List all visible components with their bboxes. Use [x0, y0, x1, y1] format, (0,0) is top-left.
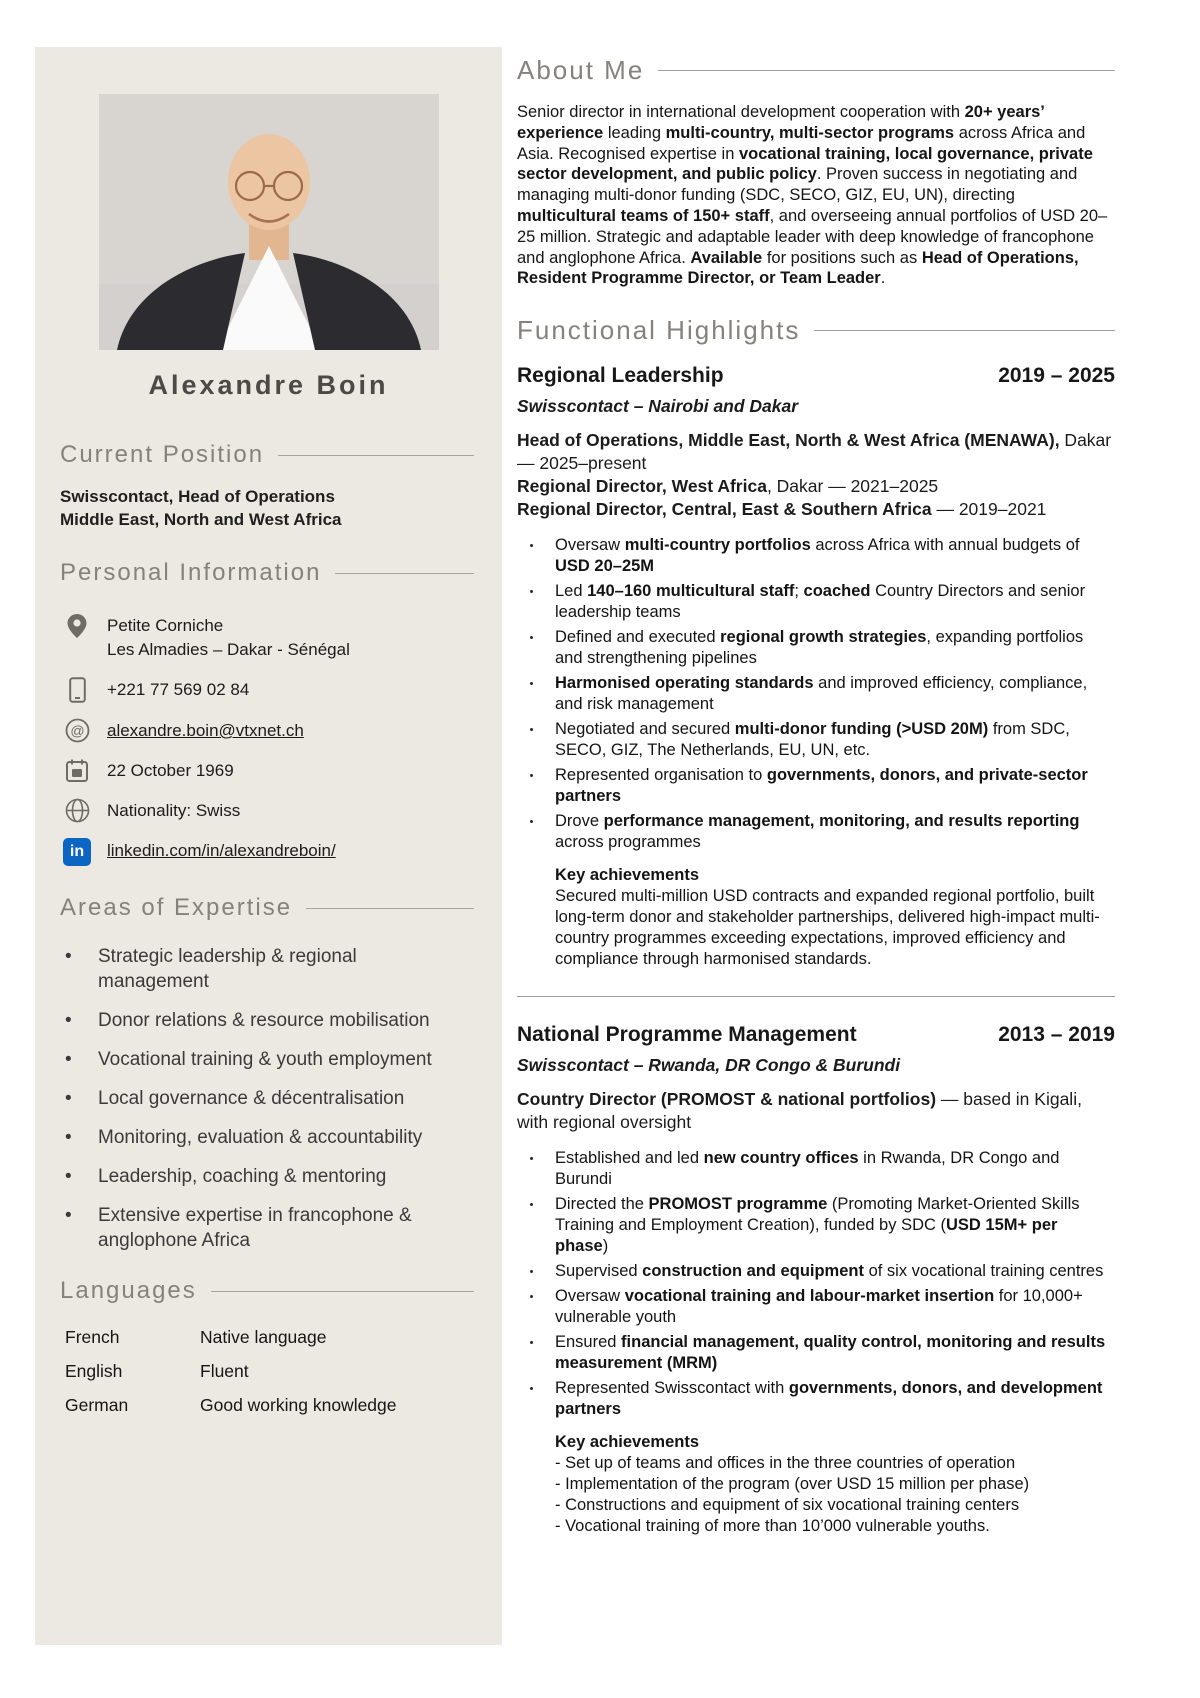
language-level: Native language	[200, 1327, 327, 1347]
language-name: German	[65, 1395, 129, 1415]
section-divider	[517, 996, 1115, 997]
key-achievements	[555, 1432, 1115, 1537]
sidebar	[35, 47, 502, 1645]
job-bullet: Represented organisation to governments, donors, and private-sector partners	[517, 765, 1115, 807]
expertise-item: • Leadership, coaching & mentoring	[35, 1164, 502, 1189]
current-position-heading: Current Position	[35, 441, 502, 469]
expertise-item: • Local governance & décentralisation	[35, 1086, 502, 1111]
about-me-heading: About Me	[517, 55, 1115, 86]
key-achievements-heading: Key achievements	[555, 1433, 699, 1452]
about-me-paragraph: Senior director in international development cooperation with 20+ years’ experience leading multi-country, multi-sector programs across Africa and Asia. Recognised expertise in vocational training, local governance, private sector development, and public policy. Proven success in negotiating and managing multi-donor funding (SDC, SECO, GIZ, EU, UN), directing multicultural teams of 150+ staff, and overseeing annual portfolios of USD 20–25 million. Strategic and adaptable leader with deep knowledge of francophone and anglophone Africa. Available for positions such as Head of Operations, Resident Programme Director, or Team Leader.	[517, 103, 1108, 288]
job-bullet: Oversaw vocational training and labour-market insertion for 10,000+ vulnerable youth	[517, 1286, 1115, 1328]
job-organisation: Swisscontact – Nairobi and Dakar	[517, 396, 799, 417]
phone-row	[35, 675, 502, 703]
job-dates: 2019 – 2025	[998, 364, 1115, 388]
smartphone-icon	[63, 675, 91, 703]
job-dates: 2013 – 2019	[998, 1023, 1115, 1047]
job-role-line: Regional Director, West Africa, Dakar — 2021–2025	[517, 476, 939, 497]
main-column	[517, 55, 1115, 1537]
job-role-line: Regional Director, Central, East & Southern Africa — 2019–2021	[517, 499, 1047, 520]
job-bullet: Directed the PROMOST programme (Promoting Market-Oriented Skills Training and Employment Creation), funded by SDC (USD 15M+ per phase)	[517, 1194, 1115, 1257]
current-position-text	[60, 485, 477, 531]
job-title: Regional Leadership	[517, 364, 724, 388]
birthdate-row	[35, 756, 502, 783]
key-achievements-text: Secured multi-million USD contracts and expanded regional portfolio, built long-term donor and stakeholder partnerships, delivered high-impact multi-country programmes exceeding expectations, improved efficiency and compliance through harmonised standards.	[555, 887, 1100, 969]
expertise-item: • Strategic leadership & regional management	[35, 944, 502, 994]
language-name: French	[65, 1327, 120, 1347]
key-achievements-line: - Vocational training of more than 10’000 vulnerable youths.	[555, 1517, 990, 1536]
svg-text:@: @	[69, 722, 85, 739]
expertise-item: • Monitoring, evaluation & accountability	[35, 1125, 502, 1150]
language-level: Fluent	[200, 1361, 249, 1381]
language-level: Good working knowledge	[200, 1395, 397, 1415]
key-achievements-line: - Constructions and equipment of six vocational training centers	[555, 1496, 1020, 1515]
language-name: English	[65, 1361, 123, 1381]
birthdate-text: 22 October 1969	[107, 761, 234, 780]
job-roles	[517, 429, 1115, 521]
calendar-icon	[63, 756, 91, 783]
key-achievements-heading: Key achievements	[555, 866, 699, 885]
job-bullet-list	[517, 535, 1115, 853]
nationality-text: Nationality: Swiss	[107, 801, 241, 820]
profile-photo	[99, 94, 439, 350]
address-text: Petite Corniche Les Almadies – Dakar - Sénégal	[107, 616, 350, 659]
job-bullet-list	[517, 1148, 1115, 1420]
expertise-item: • Extensive expertise in francophone & anglophone Africa	[35, 1203, 502, 1253]
expertise-list	[35, 944, 502, 1253]
job-bullet: Led 140–160 multicultural staff; coached Country Directors and senior leadership teams	[517, 581, 1115, 623]
job-section-regional-leadership	[517, 364, 1115, 970]
job-bullet: Drove performance management, monitoring, and results reporting across programmes	[517, 811, 1115, 853]
job-role-line: Country Director (PROMOST & national portfolios) — based in Kigali, with regional oversight	[517, 1089, 1082, 1133]
globe-icon	[63, 796, 91, 823]
current-position-line: Middle East, North and West Africa	[60, 510, 342, 529]
current-position-line: Swisscontact, Head of Operations	[60, 487, 335, 506]
key-achievements	[555, 865, 1115, 970]
photo-head	[228, 134, 310, 230]
job-section-national-programme-management	[517, 1023, 1115, 1537]
candidate-name: Alexandre Boin	[148, 370, 389, 400]
job-header	[517, 1023, 1115, 1047]
job-bullet: Oversaw multi-country portfolios across Africa with annual budgets of USD 20–25M	[517, 535, 1115, 577]
email-link[interactable]: alexandre.boin@vtxnet.ch	[107, 721, 304, 740]
job-bullet: Defined and executed regional growth strategies, expanding portfolios and strengthening pipelines	[517, 627, 1115, 669]
nationality-row	[35, 796, 502, 823]
job-bullet: Represented Swisscontact with governments, donors, and development partners	[517, 1378, 1115, 1420]
job-organisation: Swisscontact – Rwanda, DR Congo & Burundi	[517, 1055, 901, 1076]
job-roles	[517, 1088, 1115, 1134]
areas-of-expertise-heading: Areas of Expertise	[35, 894, 502, 922]
expertise-item: • Donor relations & resource mobilisation	[35, 1008, 502, 1033]
key-achievements-line: - Implementation of the program (over USD 15 million per phase)	[555, 1475, 1030, 1494]
email-row	[35, 716, 502, 743]
job-bullet: Negotiated and secured multi-donor funding (>USD 20M) from SDC, SECO, GIZ, The Netherlands, EU, UN, etc.	[517, 719, 1115, 761]
phone-text: +221 77 569 02 84	[107, 680, 250, 699]
linkedin-row	[35, 836, 502, 866]
job-bullet: Supervised construction and equipment of six vocational training centres	[517, 1261, 1115, 1282]
languages-table	[65, 1327, 502, 1416]
linkedin-link[interactable]: linkedin.com/in/alexandreboin/	[107, 841, 336, 860]
job-role-line: Head of Operations, Middle East, North & West Africa (MENAWA), Dakar — 2025–present	[517, 430, 1112, 474]
functional-highlights-heading: Functional Highlights	[517, 315, 1115, 346]
email-at-icon	[63, 716, 91, 743]
job-bullet: Ensured financial management, quality control, monitoring and results measurement (MRM)	[517, 1332, 1115, 1374]
languages-heading: Languages	[35, 1277, 502, 1305]
personal-information-heading: Personal Information	[35, 559, 502, 587]
job-bullet: Established and led new country offices in Rwanda, DR Congo and Burundi	[517, 1148, 1115, 1190]
job-header	[517, 364, 1115, 388]
linkedin-icon: in	[63, 836, 91, 866]
personal-information-list	[35, 611, 502, 866]
job-title: National Programme Management	[517, 1023, 857, 1047]
address-row	[35, 611, 502, 662]
expertise-item: • Vocational training & youth employment	[35, 1047, 502, 1072]
job-bullet: Harmonised operating standards and improved efficiency, compliance, and risk management	[517, 673, 1115, 715]
location-pin-icon	[63, 611, 91, 639]
key-achievements-line: - Set up of teams and offices in the three countries of operation	[555, 1454, 1016, 1473]
